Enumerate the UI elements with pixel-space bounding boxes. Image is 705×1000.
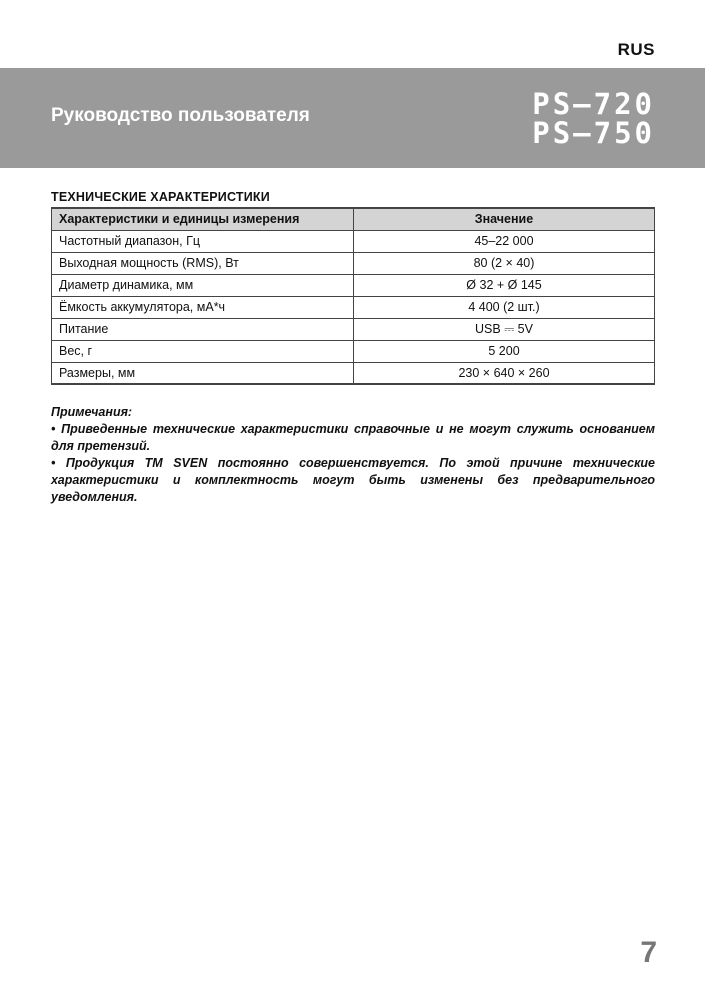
table-row (52, 274, 655, 296)
notes-title: Примечания: (51, 405, 133, 419)
model-names (532, 87, 655, 150)
specs-table (51, 207, 655, 385)
table-row (52, 362, 655, 384)
spec-value: 80 (2 × 40) (354, 252, 655, 274)
spec-value: 5 200 (354, 340, 655, 362)
spec-name: Выходная мощность (RMS), Вт (52, 252, 354, 274)
spec-value: 4 400 (2 шт.) (354, 296, 655, 318)
table-row (52, 230, 655, 252)
notes-block (51, 404, 655, 506)
spec-value: 45–22 000 (354, 230, 655, 252)
table-header-row (52, 208, 655, 230)
header-banner (0, 68, 705, 168)
table-row (52, 252, 655, 274)
manual-title: Руководство пользователя (51, 105, 310, 126)
table-row (52, 296, 655, 318)
language-label: RUS (617, 40, 655, 59)
column-header-characteristic: Характеристики и единицы измерения (52, 208, 354, 230)
spec-name: Частотный диапазон, Гц (52, 230, 354, 252)
note-item: • Продукция TM SVEN постоянно совершенствуется. По этой причине технические характеристики и комплектность могут быть изменены без предварительного уведомления. (51, 456, 655, 504)
table-row (52, 340, 655, 362)
model-name-1: PS–720 (532, 87, 655, 121)
model-name-2: PS–750 (532, 116, 655, 150)
spec-name: Диаметр динамика, мм (52, 274, 354, 296)
spec-value: Ø 32 + Ø 145 (354, 274, 655, 296)
spec-value: USB ⎓ 5V (354, 318, 655, 340)
spec-name: Ёмкость аккумулятора, мА*ч (52, 296, 354, 318)
note-item: • Приведенные технические характеристики справочные и не могут служить основанием для претензий. (51, 422, 655, 453)
spec-name: Вес, г (52, 340, 354, 362)
spec-value: 230 × 640 × 260 (354, 362, 655, 384)
table-row (52, 318, 655, 340)
spec-name: Питание (52, 318, 354, 340)
spec-name: Размеры, мм (52, 362, 354, 384)
section-title: ТЕХНИЧЕСКИЕ ХАРАКТЕРИСТИКИ (51, 190, 270, 204)
column-header-value: Значение (354, 208, 655, 230)
page-number: 7 (640, 936, 657, 969)
